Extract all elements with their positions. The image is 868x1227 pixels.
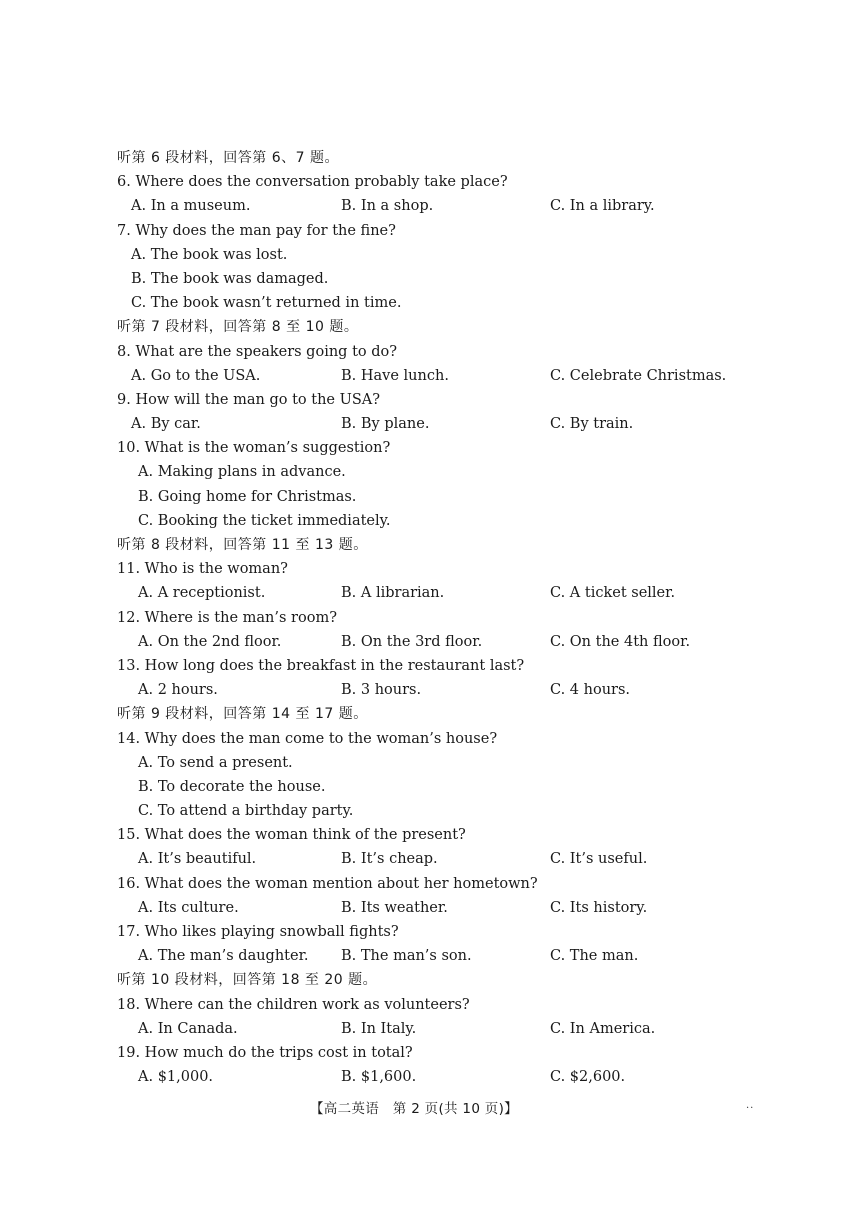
option-c: C. By train. [550, 416, 634, 433]
option-a: A. Go to the USA. [131, 367, 261, 384]
option-b: B. Have lunch. [341, 367, 449, 384]
option-a: A. A receptionist. [138, 585, 266, 602]
option-row [117, 581, 837, 605]
option-a: A. The man’s daughter. [138, 948, 309, 965]
option-a: A. The book was lost. [131, 246, 288, 263]
question-text: 9. How will the man go to the USA? [117, 391, 381, 408]
option-row [117, 896, 837, 920]
corner-mark: .. [746, 1100, 755, 1111]
option-a: A. On the 2nd floor. [138, 633, 282, 650]
question-text: 13. How long does the breakfast in the restaurant last? [117, 657, 525, 674]
question-text: 18. Where can the children work as volunteers? [117, 996, 470, 1013]
option-row [117, 1017, 837, 1041]
option-b: B. The man’s son. [341, 948, 472, 965]
section-header: 听第 10 段材料，回答第 18 至 20 题。 [117, 972, 378, 989]
question-text: 16. What does the woman mention about her hometown? [117, 875, 538, 892]
option-a: A. Its culture. [138, 899, 239, 916]
option-b: B. A librarian. [341, 585, 445, 602]
question-text: 17. Who likes playing snowball fights? [117, 924, 399, 940]
option-c: C. In America. [550, 1020, 656, 1037]
option-row [117, 630, 837, 654]
option-a: A. Making plans in advance. [138, 464, 346, 481]
option-b: B. It’s cheap. [341, 851, 438, 868]
option-a: A. It’s beautiful. [138, 851, 257, 868]
option-c: C. To attend a birthday party. [138, 803, 354, 820]
option-b: B. In Italy. [341, 1020, 417, 1037]
question-text: 6. Where does the conversation probably take place? [117, 174, 508, 191]
option-c: C. A ticket seller. [550, 585, 676, 602]
option-c: C. Booking the ticket immediately. [138, 512, 391, 529]
option-b: B. $1,600. [341, 1069, 417, 1086]
option-b: B. To decorate the house. [138, 778, 326, 795]
option-c: C. The book wasn’t returned in time. [131, 295, 402, 312]
option-c: C. On the 4th floor. [550, 633, 691, 650]
section-header: 听第 7 段材料，回答第 8 至 10 题。 [117, 319, 359, 336]
option-a: A. To send a present. [138, 754, 293, 771]
option-b: B. In a shop. [341, 198, 434, 215]
question-text: 10. What is the woman’s suggestion? [117, 440, 391, 457]
question-text: 15. What does the woman think of the present? [117, 827, 466, 844]
option-a: A. In a museum. [131, 198, 251, 215]
option-b: B. The book was damaged. [131, 270, 329, 287]
option-b: B. 3 hours. [341, 682, 422, 699]
option-row [117, 944, 837, 968]
option-row [117, 194, 837, 218]
option-row [117, 364, 837, 388]
option-b: B. On the 3rd floor. [341, 633, 483, 650]
option-b: B. Its weather. [341, 899, 448, 916]
option-row [117, 847, 837, 871]
question-text: 11. Who is the woman? [117, 561, 288, 578]
section-header: 听第 6 段材料，回答第 6、7 题。 [117, 150, 340, 166]
option-c: C. The man. [550, 948, 639, 965]
question-text: 14. Why does the man come to the woman’s house? [117, 730, 498, 747]
section-header: 听第 8 段材料，回答第 11 至 13 题。 [117, 537, 368, 553]
option-c: C. In a library. [550, 198, 655, 215]
option-row [117, 412, 837, 436]
option-b: B. Going home for Christmas. [138, 488, 357, 505]
question-text: 7. Why does the man pay for the fine? [117, 222, 396, 239]
section-header: 听第 9 段材料，回答第 14 至 17 题。 [117, 706, 368, 723]
option-c: C. $2,600. [550, 1069, 626, 1086]
question-text: 8. What are the speakers going to do? [117, 343, 398, 360]
option-c: C. Its history. [550, 899, 648, 916]
option-c: C. Celebrate Christmas. [550, 367, 727, 384]
option-row [117, 1065, 837, 1089]
option-a: A. 2 hours. [138, 682, 218, 699]
option-c: C. It’s useful. [550, 851, 648, 868]
question-text: 19. How much do the trips cost in total? [117, 1044, 413, 1061]
option-c: C. 4 hours. [550, 682, 631, 699]
option-a: A. By car. [131, 416, 201, 433]
question-text: 12. Where is the man’s room? [117, 609, 337, 626]
option-row [117, 678, 837, 702]
option-a: A. $1,000. [138, 1069, 214, 1086]
option-a: A. In Canada. [138, 1020, 238, 1037]
question-list [117, 146, 837, 1089]
footer-text: 【高二英语 第 2 页(共 10 页)】 [310, 1101, 518, 1117]
option-b: B. By plane. [341, 416, 430, 433]
